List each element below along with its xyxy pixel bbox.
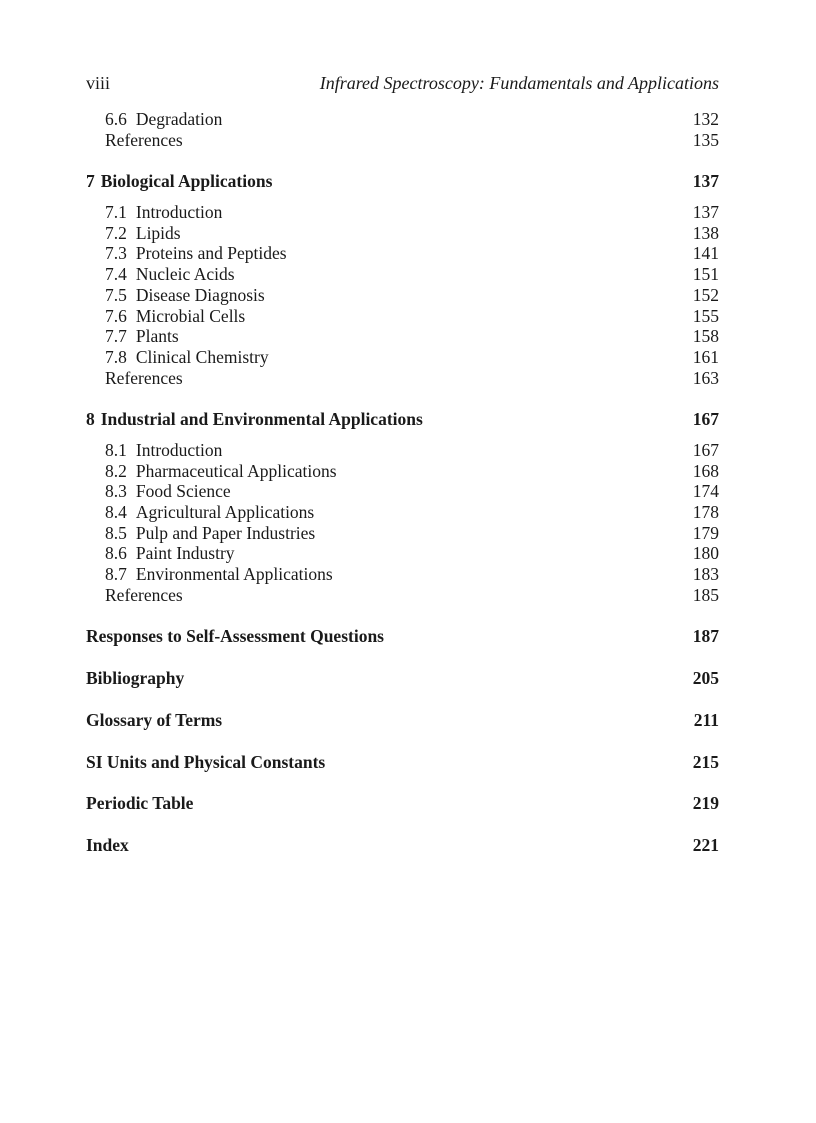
toc-entry-label — [86, 793, 193, 814]
toc-section-entry[interactable] — [86, 243, 719, 264]
toc-section-entry[interactable] — [86, 326, 719, 347]
toc-entry-title: Degradation — [135, 109, 223, 129]
toc-entry-title: Pharmaceutical Applications — [135, 460, 337, 481]
toc-chapter-entry[interactable] — [86, 710, 719, 731]
toc-entry-page: 183 — [692, 564, 719, 585]
toc-entry-page: 178 — [692, 502, 719, 522]
toc-entry-page: 135 — [692, 129, 719, 150]
toc-entry-page: 174 — [692, 481, 719, 502]
toc-entry-number: 7.6 — [105, 305, 127, 326]
toc-entry-label — [105, 523, 315, 544]
toc-chapter-entry[interactable] — [86, 835, 719, 856]
toc-entry-page: 211 — [693, 709, 719, 730]
toc-entry-title: Introduction — [135, 439, 223, 460]
toc-entry-page: 151 — [692, 264, 719, 285]
toc-entry-label — [105, 347, 269, 368]
toc-entry-label — [105, 502, 314, 523]
toc-entry-label — [86, 171, 272, 192]
toc-entry-page: 152 — [692, 284, 719, 305]
toc-entry-page: 137 — [692, 171, 719, 192]
toc-entry-label — [86, 835, 129, 856]
toc-entry-page: 137 — [692, 202, 719, 223]
toc-section-entry[interactable] — [86, 502, 719, 523]
toc-entry-title: Paint Industry — [135, 543, 235, 564]
toc-entry-page: 180 — [692, 543, 719, 564]
toc-entry-page: 155 — [692, 305, 719, 326]
toc-section-entry[interactable] — [86, 440, 719, 461]
toc-entry-label — [105, 368, 183, 389]
toc-entry-number: 8.4 — [105, 502, 127, 522]
toc-entry-number: 6.6 — [105, 109, 127, 129]
toc-entry-number: 8.2 — [105, 460, 127, 481]
toc-entry-label — [105, 326, 179, 347]
toc-entry-page: 168 — [692, 460, 719, 481]
toc-entry-number: 8.1 — [105, 439, 127, 460]
toc-entry-title: Plants — [135, 326, 179, 347]
toc-section-entry[interactable] — [86, 461, 719, 482]
toc-entry-title: Biological Applications — [100, 171, 273, 192]
toc-entry-page: 141 — [692, 243, 719, 264]
toc-entry-number: 7.4 — [105, 264, 127, 285]
toc-entry-page: 219 — [692, 793, 719, 814]
toc-entry-title: References — [105, 367, 183, 388]
toc-section-entry[interactable] — [86, 285, 719, 306]
toc-section-entry[interactable] — [86, 481, 719, 502]
toc-chapter-entry[interactable] — [86, 668, 719, 689]
toc-chapter-entry[interactable] — [86, 626, 719, 647]
toc-entry-label — [86, 710, 222, 731]
toc-entry-label — [86, 409, 423, 430]
toc-entry-label — [105, 585, 183, 606]
toc-entry-title: References — [105, 584, 183, 605]
toc-entry-label — [105, 285, 265, 306]
toc-entry-number: 7.5 — [105, 284, 127, 305]
toc-entry-number: 7.2 — [105, 222, 127, 243]
toc-entry-title: Agricultural Applications — [135, 502, 315, 522]
toc-section-entry[interactable] — [86, 368, 719, 389]
toc-entry-page: 185 — [692, 584, 719, 605]
toc-entry-number: 8 — [86, 409, 95, 430]
toc-section-entry[interactable] — [86, 564, 719, 585]
toc-section-entry[interactable] — [86, 347, 719, 368]
toc-entry-label — [105, 440, 222, 461]
toc-entry-number: 7 — [86, 171, 95, 192]
toc-entry-page: 187 — [692, 626, 719, 647]
toc-entry-label — [105, 543, 235, 564]
toc-entry-page: 167 — [692, 409, 719, 430]
toc-section-entry[interactable] — [86, 543, 719, 564]
toc-entry-page: 132 — [692, 109, 719, 129]
toc-entry-label — [105, 564, 333, 585]
toc-chapter-entry[interactable] — [86, 409, 719, 430]
toc-entry-title: Environmental Applications — [135, 564, 333, 585]
toc-entry-page: 221 — [692, 834, 719, 855]
toc-entry-label — [105, 481, 231, 502]
toc-entry-number: 7.8 — [105, 346, 127, 367]
toc-entry-page: 161 — [692, 346, 719, 367]
toc-entry-title: Pulp and Paper Industries — [135, 522, 316, 543]
toc-entry-title: References — [105, 129, 183, 150]
running-head — [86, 72, 719, 94]
toc-section-entry[interactable] — [86, 306, 719, 327]
toc-entry-number: 7.7 — [105, 326, 127, 347]
toc-entry-title: Food Science — [135, 481, 231, 502]
toc-section-entry[interactable] — [86, 202, 719, 223]
toc-entry-number: 7.1 — [105, 202, 127, 223]
toc-entries — [86, 109, 719, 856]
toc-entry-label — [105, 264, 235, 285]
toc-entry-title: Industrial and Environmental Applications — [100, 409, 423, 430]
toc-entry-number: 8.5 — [105, 522, 127, 543]
toc-chapter-entry[interactable] — [86, 793, 719, 814]
toc-section-entry[interactable] — [86, 223, 719, 244]
toc-entry-label — [105, 223, 181, 244]
toc-entry-title: Glossary of Terms — [86, 709, 223, 730]
toc-entry-page: 179 — [692, 522, 719, 543]
toc-entry-label — [105, 306, 245, 327]
toc-section-entry[interactable] — [86, 585, 719, 606]
toc-entry-page: 163 — [692, 367, 719, 388]
toc-entry-label — [86, 626, 384, 647]
toc-entry-label — [105, 243, 287, 264]
toc-entry-page: 215 — [692, 751, 719, 772]
toc-entry-label — [105, 109, 222, 130]
toc-entry-label — [86, 668, 184, 689]
toc-entry-page: 138 — [692, 222, 719, 243]
toc-entry-title: Periodic Table — [86, 793, 194, 814]
toc-entry-page: 158 — [692, 326, 719, 347]
toc-entry-title: Bibliography — [86, 668, 185, 689]
toc-entry-title: Index — [86, 834, 129, 855]
book-title: Infrared Spectroscopy: Fundamentals and Applications — [319, 73, 719, 93]
toc-entry-number: 7.3 — [105, 243, 127, 264]
toc-entry-title: SI Units and Physical Constants — [86, 751, 326, 772]
page-number: viii — [86, 73, 111, 93]
toc-entry-page: 167 — [692, 439, 719, 460]
toc-entry-label — [105, 130, 183, 151]
toc-entry-title: Responses to Self-Assessment Questions — [86, 626, 384, 647]
toc-entry-title: Nucleic Acids — [135, 264, 235, 285]
toc-section-entry[interactable] — [86, 264, 719, 285]
toc-chapter-entry[interactable] — [86, 171, 719, 192]
toc-entry-label — [105, 202, 222, 223]
toc-entry-label — [105, 461, 337, 482]
toc-section-entry[interactable] — [86, 130, 719, 151]
toc-page — [86, 72, 719, 856]
toc-entry-title: Disease Diagnosis — [135, 284, 265, 305]
toc-entry-number: 8.3 — [105, 481, 127, 502]
toc-section-entry[interactable] — [86, 523, 719, 544]
toc-section-entry[interactable] — [86, 109, 719, 130]
toc-entry-title: Proteins and Peptides — [135, 243, 287, 264]
toc-entry-number: 8.7 — [105, 564, 127, 585]
toc-entry-title: Lipids — [135, 222, 181, 243]
toc-chapter-entry[interactable] — [86, 752, 719, 773]
toc-entry-label — [86, 752, 325, 773]
toc-entry-title: Introduction — [135, 202, 223, 223]
toc-entry-number: 8.6 — [105, 543, 127, 564]
toc-entry-title: Clinical Chemistry — [135, 346, 269, 367]
toc-entry-title: Microbial Cells — [135, 305, 246, 326]
toc-entry-page: 205 — [692, 668, 719, 689]
